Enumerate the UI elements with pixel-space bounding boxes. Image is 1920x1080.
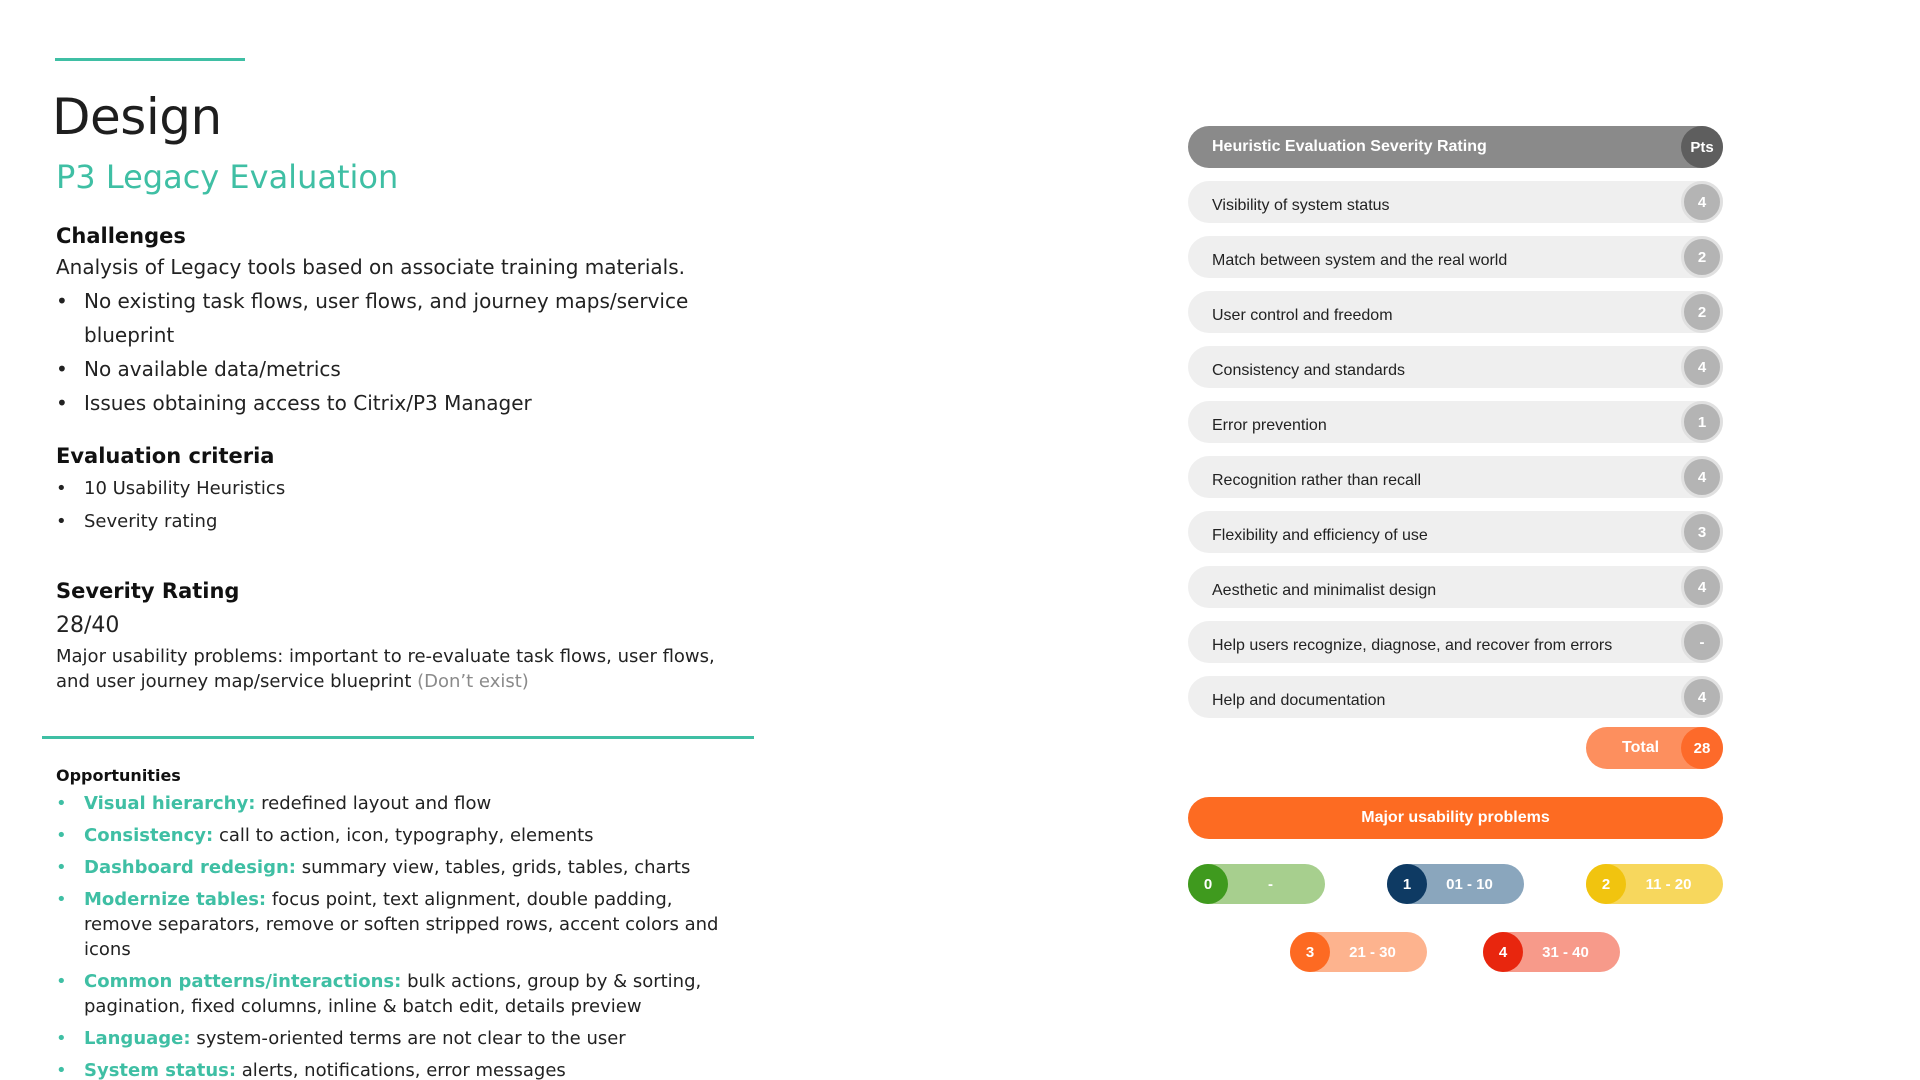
severity-score: 28/40 [56,613,120,638]
opportunity-key: Consistency: [84,825,214,846]
top-accent-line [55,58,245,61]
score-badge: 4 [1681,346,1723,388]
page-subtitle: P3 Legacy Evaluation [56,158,399,196]
table-row [1188,676,1723,718]
challenges-intro: Analysis of Legacy tools based on associate training materials. [56,255,686,279]
score-badge: 2 [1681,291,1723,333]
score-badge: 4 [1681,181,1723,223]
list-item [56,855,736,880]
heuristic-label: Flexibility and efficiency of use [1212,527,1428,544]
table-row [1188,346,1723,388]
opportunities-list [56,791,756,1080]
legend-item-4 [1483,932,1620,972]
list-item [56,969,736,1019]
challenges-section [56,224,756,420]
opportunity-text: bulk actions, group by & sorting, pagination, fixed columns, inline & batch edit, details preview [84,971,702,1017]
opportunities-heading: Opportunities [56,766,181,785]
score-badge: 3 [1681,511,1723,553]
list-item [56,887,736,962]
legend-level: 2 [1586,864,1626,904]
legend-range: - [1268,875,1273,893]
severity-section [56,579,756,694]
legend-range: 21 - 30 [1349,943,1396,961]
score-badge: 1 [1681,401,1723,443]
score-badge: 4 [1681,676,1723,718]
total-pill [1586,727,1723,769]
table-row [1188,456,1723,498]
heuristic-label: Error prevention [1212,417,1327,434]
list-item [56,1058,736,1080]
table-row [1188,511,1723,553]
severity-rating-table [1188,126,1723,718]
opportunity-key: Dashboard redesign: [84,857,297,878]
legend-item-3 [1290,932,1427,972]
opportunities-section [56,766,756,1080]
section-divider [42,736,754,739]
table-row [1188,236,1723,278]
severity-note: (Don’t exist) [417,671,529,692]
opportunity-key: Visual hierarchy: [84,793,256,814]
opportunity-text: alerts, notifications, error messages [241,1060,566,1080]
criteria-section [56,444,756,538]
rating-table-title: Heuristic Evaluation Severity Rating [1212,138,1487,155]
legend-range: 11 - 20 [1645,875,1692,893]
heuristic-label: Aesthetic and minimalist design [1212,582,1437,599]
criteria-list [56,472,756,538]
total-label: Total [1622,739,1660,756]
heuristic-label: Help and documentation [1212,692,1386,709]
list-item: • 10 Usability Heuristics [56,472,756,505]
opportunity-key: Language: [84,1028,191,1049]
points-column-label: Pts [1681,126,1723,168]
opportunity-text: redefined layout and flow [261,793,492,814]
heuristic-label: Match between system and the real world [1212,252,1508,269]
score-badge: - [1681,621,1723,663]
heuristic-label: Consistency and standards [1212,362,1405,379]
table-row [1188,291,1723,333]
list-item: • No available data/metrics [56,352,756,386]
opportunity-key: Common patterns/interactions: [84,971,402,992]
severity-description [56,644,736,694]
legend-level: 3 [1290,932,1330,972]
table-row [1188,401,1723,443]
opportunity-text: system-oriented terms are not clear to the user [196,1028,626,1049]
result-banner: Major usability problems [1188,797,1723,839]
legend-item-0 [1188,864,1325,904]
table-row [1188,181,1723,223]
legend-item-1 [1387,864,1524,904]
score-badge: 4 [1681,566,1723,608]
list-item: • Severity rating [56,505,756,538]
heuristic-label: Visibility of system status [1212,197,1390,214]
heuristic-label: Recognition rather than recall [1212,472,1422,489]
heuristic-label: Help users recognize, diagnose, and recover from errors [1212,637,1613,654]
total-value: 28 [1681,727,1723,769]
score-badge: 2 [1681,236,1723,278]
list-item [56,1026,736,1051]
table-row [1188,566,1723,608]
page-title: Design [52,88,222,146]
list-item: • No existing task flows, user flows, and journey maps/service blueprint [56,284,756,352]
legend-level: 4 [1483,932,1523,972]
list-item [56,791,736,816]
list-item: • Issues obtaining access to Citrix/P3 Manager [56,386,756,420]
severity-description-text: Major usability problems: important to re-evaluate task flows, user flows, and user journey map/service blueprint [56,646,715,692]
opportunity-key: System status: [84,1060,237,1080]
challenges-list [56,284,756,420]
challenges-heading: Challenges [56,224,186,248]
opportunity-text: call to action, icon, typography, elements [218,825,594,846]
severity-heading: Severity Rating [56,579,240,603]
legend-level: 1 [1387,864,1427,904]
legend-range: 01 - 10 [1446,875,1493,893]
list-item [56,823,736,848]
opportunity-key: Modernize tables: [84,889,267,910]
legend-item-2 [1586,864,1723,904]
opportunity-text: focus point, text alignment, double padding, remove separators, remove or soften stripped rows, accent colors and icons [84,889,719,960]
heuristic-label: User control and freedom [1212,307,1393,324]
rating-table-header [1188,126,1723,168]
opportunity-text: summary view, tables, grids, tables, charts [301,857,691,878]
table-row [1188,621,1723,663]
legend-level: 0 [1188,864,1228,904]
criteria-heading: Evaluation criteria [56,444,275,468]
legend-range: 31 - 40 [1542,943,1589,961]
score-badge: 4 [1681,456,1723,498]
